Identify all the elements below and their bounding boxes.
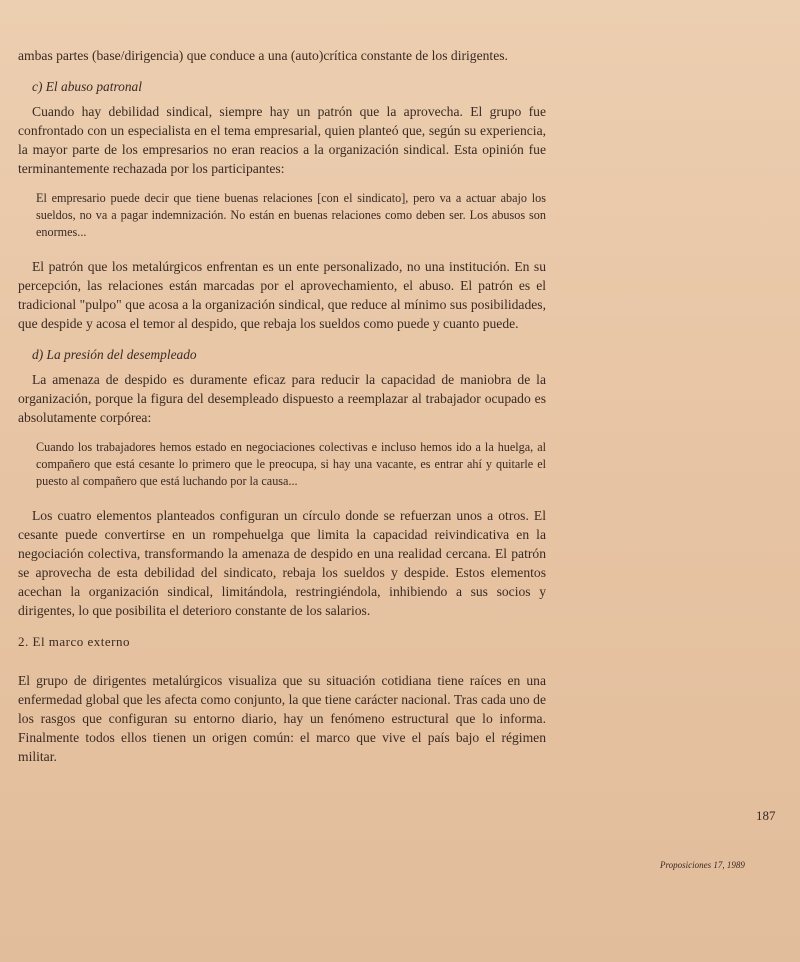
paragraph: Los cuatro elementos planteados configuran un círculo donde se refuerzan unos a otros. El cesante puede convertirse en un rompehuelga que limita la capacidad reivindicativa en la negociación colectiva, transformando la amenaza de despido en una realidad cercana. El patrón se aprovecha de esta debilidad del sindicato, rebaja los sueldos y despide. Estos elementos acechan la organización sindical, limitándola, restringiéndola, inhibiendo a sus socios y dirigentes, lo que posibilita el deterioro constante de los salarios. <box>18 508 546 618</box>
page-number: 187 <box>756 808 776 823</box>
block-quote: Cuando los trabajadores hemos estado en negociaciones colectivas e incluso hemos ido a la huelga, al compañero que está cesante lo primero que le preocupa, si hay una vacante, es entrar ahí y quitarle el puesto al compañero que está luchando por la causa... <box>36 440 546 488</box>
paragraph: El grupo de dirigentes metalúrgicos visualiza que su situación cotidiana tiene raíces en una enfermedad global que les afecta como conjunto, la que tiene carácter nacional. Tras cada uno de los rasgos que configuran su entorno diario, hay un fenómeno estructural que lo informa. Finalmente todos ellos tienen un origen común: el marco que vive el país bajo el régimen militar. <box>18 673 546 764</box>
subheading-presion-desempleado: d) La presión del desempleado <box>32 347 197 362</box>
section-heading: 2. El marco externo <box>18 634 131 649</box>
journal-footer: Proposiciones 17, 1989 <box>660 860 745 870</box>
text-column <box>18 46 546 778</box>
block-quote: El empresario puede decir que tiene buenas relaciones [con el sindicato], pero va a actuar abajo los sueldos, no va a pagar indemnización. No están en buenas relaciones como deben ser. Los abusos son enormes... <box>36 191 546 239</box>
paragraph: La amenaza de despido es duramente eficaz para reducir la capacidad de maniobra de la organización, porque la figura del desempleado dispuesto a reemplazar al trabajador ocupado es absolutamente corpórea: <box>18 372 546 425</box>
subheading-abuso-patronal: c) El abuso patronal <box>32 79 142 94</box>
paragraph: Cuando hay debilidad sindical, siempre hay un patrón que la aprovecha. El grupo fue confrontado con un especialista en el tema empresarial, quien planteó que, según su experiencia, la mayor parte de los empresarios no eran reacios a la organización sindical. Esta opinión fue terminantemente rechazada por los participantes: <box>18 104 546 176</box>
paragraph: El patrón que los metalúrgicos enfrentan es un ente personalizado, no una institución. En su percepción, las relaciones están marcadas por el aprovechamiento, el abuso. El patrón es el tradicional "pulpo" que acosa a la organización sindical, que reduce al mínimo sus posibilidades, que despide y acosa el temor al despido, que rebaja los sueldos como puede y cuanto puede. <box>18 259 546 331</box>
paragraph-continuation: ambas partes (base/dirigencia) que conduce a una (auto)crítica constante de los dirigentes. <box>18 48 508 63</box>
